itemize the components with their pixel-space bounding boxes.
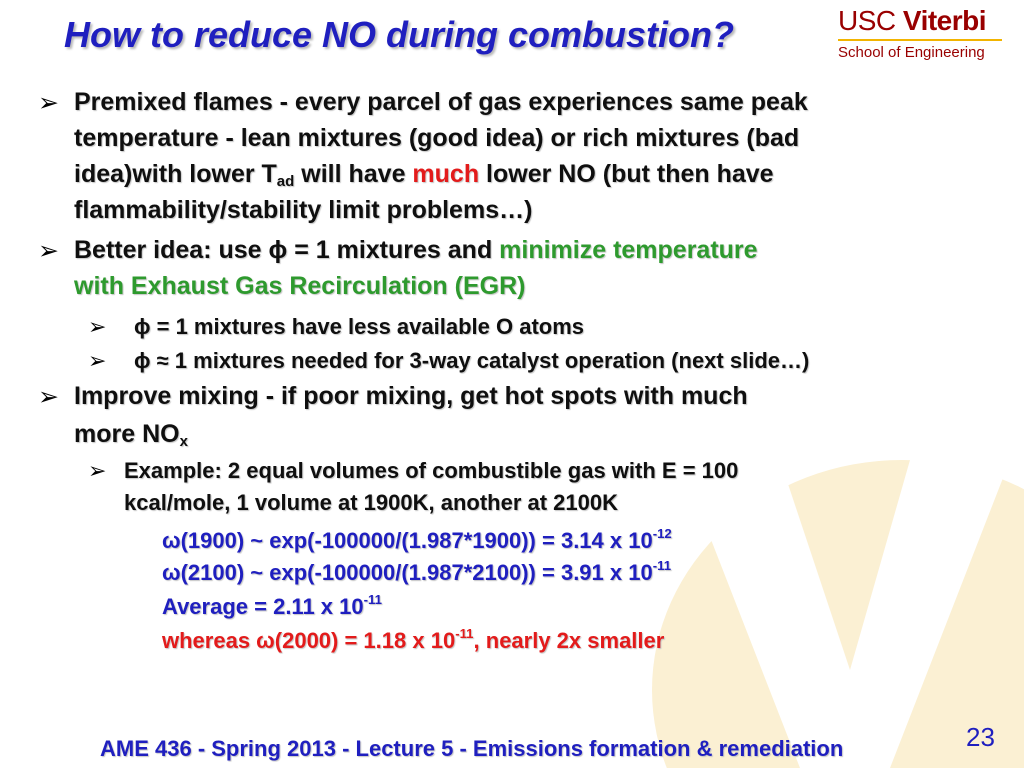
omega-symbol: ω: [162, 528, 181, 553]
omega-2100-calc: [162, 558, 671, 586]
logo-viterbi-text: Viterbi: [902, 5, 987, 36]
tad-subscript: ad: [276, 173, 295, 190]
better-text-b: = 1 mixtures and: [287, 236, 500, 264]
nox-subscript: x: [179, 433, 188, 450]
mixing-text: more NO: [74, 420, 180, 448]
example-line-1: Example: 2 equal volumes of combustible gas with E = 100: [124, 458, 739, 483]
whereas-calc: [162, 626, 664, 654]
premixed-text-a: idea)with lower T: [74, 160, 277, 188]
footer: AME 436 - Spring 2013 - Lecture 5 - Emissions formation & remediation: [100, 736, 844, 761]
logo-usc-text: USC: [838, 5, 896, 36]
sub-bullet-arrow-icon: ➢: [88, 348, 107, 373]
sub-bullet-catalyst: [134, 348, 809, 374]
premixed-line-4: flammability/stability limit problems…): [74, 196, 533, 224]
phi-symbol: ϕ: [268, 236, 288, 264]
better-text-a: Better idea: use: [74, 236, 269, 264]
whereas-exponent: -11: [455, 626, 474, 641]
example-line-2: kcal/mole, 1 volume at 1900K, another at 2100K: [124, 490, 619, 515]
premixed-line-2: temperature - lean mixtures (good idea) or rich mixtures (bad: [74, 124, 800, 152]
sub-bullet-o-atoms: [134, 314, 584, 340]
average-calc: [162, 592, 382, 620]
omega-symbol: ω: [256, 628, 275, 653]
sub-bullet-catalyst-text: ≈ 1 mixtures needed for 3-way catalyst operation (next slide…): [150, 348, 810, 373]
bullet-arrow-icon: ➢: [38, 89, 59, 117]
average-text: Average = 2.11 x 10: [162, 594, 364, 619]
omega-1900-calc: [162, 526, 672, 554]
sub-bullet-arrow-icon: ➢: [88, 458, 107, 483]
omega-symbol: ω: [162, 560, 181, 585]
phi-symbol: ϕ: [134, 314, 151, 339]
watermark-v-logo: [640, 440, 1024, 768]
omega-2100-exponent: -11: [652, 558, 672, 573]
bullet-arrow-icon: ➢: [38, 383, 59, 411]
mixing-line-2: [74, 420, 188, 450]
bullet-arrow-icon: ➢: [38, 237, 59, 265]
minimize-temperature-emphasis: minimize temperature: [499, 236, 758, 264]
better-idea-line-1: [74, 236, 758, 265]
premixed-text-b: will have: [294, 160, 413, 188]
average-exponent: -11: [363, 592, 382, 607]
premixed-text-c: lower NO (but then have: [479, 160, 774, 188]
sub-bullet-arrow-icon: ➢: [88, 314, 107, 339]
better-idea-line-2: with Exhaust Gas Recirculation (EGR): [74, 272, 526, 300]
mixing-line-1: Improve mixing - if poor mixing, get hot spots with much: [74, 382, 748, 410]
omega-1900-exponent: -12: [652, 526, 672, 541]
usc-viterbi-logo: [838, 4, 1004, 68]
whereas-text-b: (2000) = 1.18 x 10: [274, 628, 456, 653]
whereas-text-a: whereas: [162, 628, 257, 653]
logo-divider: [838, 39, 1002, 41]
much-emphasis: much: [412, 160, 480, 188]
omega-1900-text: (1900) ~ exp(-100000/(1.987*1900)) = 3.14 x 10: [180, 528, 653, 553]
whereas-text-c: , nearly 2x smaller: [473, 628, 665, 653]
slide-number: 23: [966, 722, 995, 752]
slide-title: How to reduce NO during combustion?: [64, 14, 734, 55]
sub-bullet-o-atoms-text: = 1 mixtures have less available O atoms: [150, 314, 585, 339]
phi-symbol: ϕ: [134, 348, 151, 373]
premixed-line-1: Premixed flames - every parcel of gas experiences same peak: [74, 88, 808, 116]
logo-school-text: School of Engineering: [838, 44, 985, 61]
premixed-line-3: [74, 160, 774, 190]
omega-2100-text: (2100) ~ exp(-100000/(1.987*2100)) = 3.91 x 10: [180, 560, 653, 585]
